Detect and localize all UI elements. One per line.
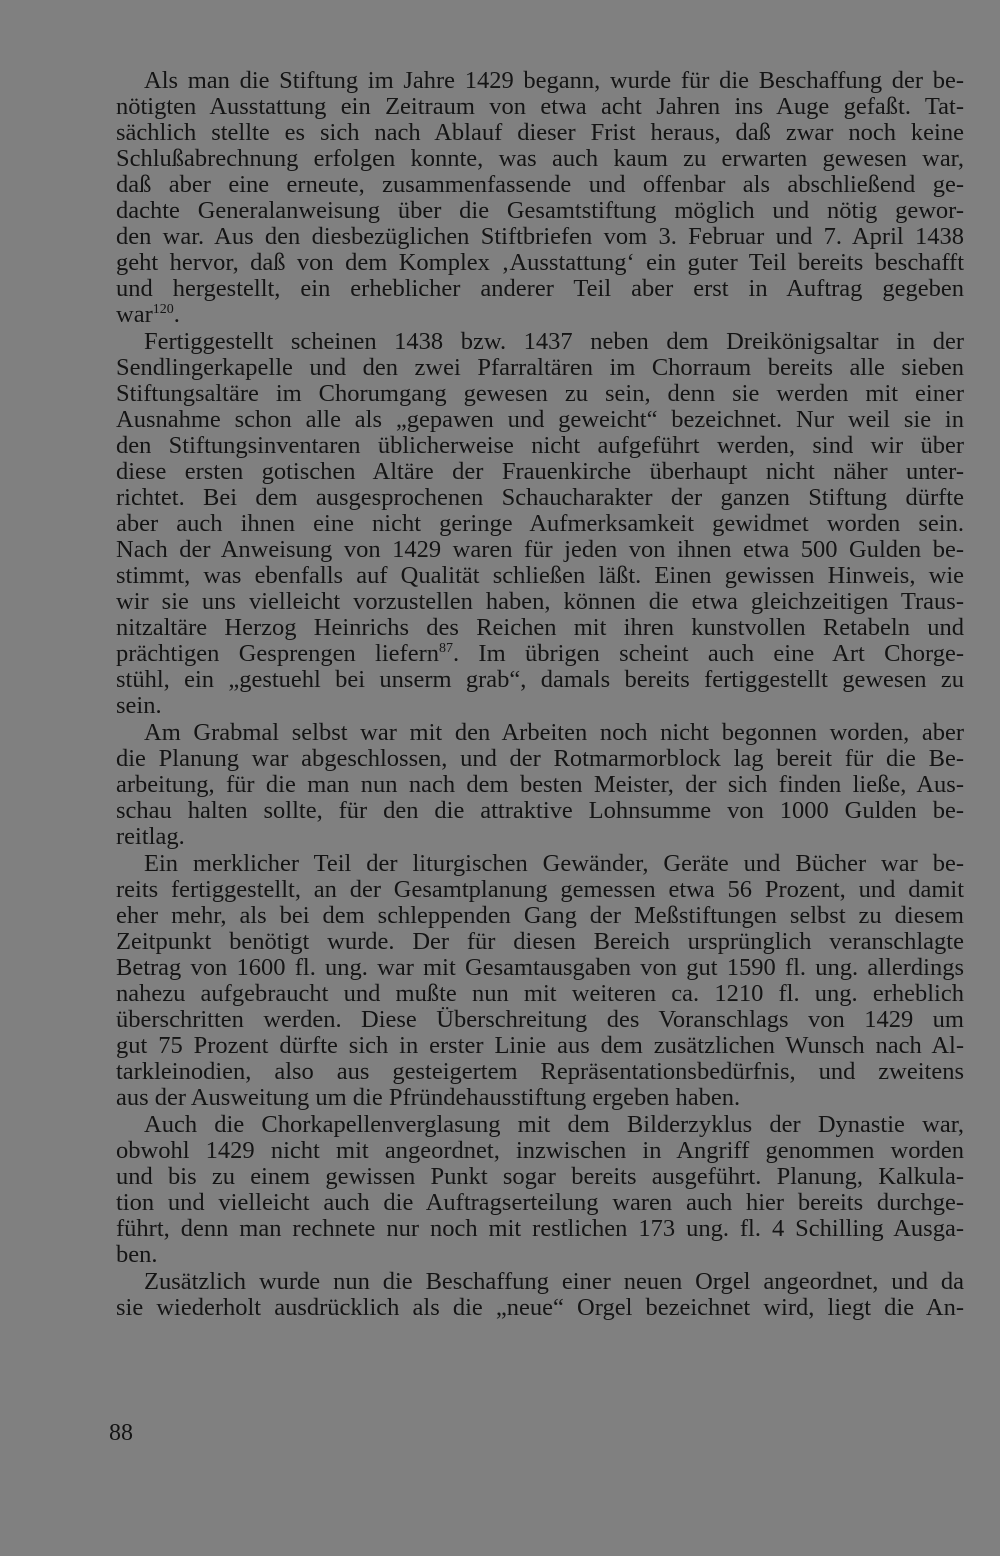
text-line: nahezu aufgebraucht und mußte nun mit weiteren ca. 1210 fl. ung. erheblich	[116, 980, 964, 1007]
text-line: Auch die Chorkapellenverglasung mit dem Bilderzyklus der Dynastie war,	[144, 1111, 964, 1138]
text-line: wir sie uns vielleicht vorzustellen haben, können die etwa gleichzeitigen Traus-	[116, 588, 964, 615]
text-line: geht hervor, daß von dem Komplex ‚Ausstattung‘ ein guter Teil bereits beschafft	[116, 249, 964, 276]
text-line: den Stiftungsinventaren üblicherweise nicht aufgeführt werden, sind wir über	[116, 432, 964, 459]
text-line: Nach der Anweisung von 1429 waren für jeden von ihnen etwa 500 Gulden be-	[116, 536, 964, 563]
text-line	[116, 302, 964, 328]
text-line: richtet. Bei dem ausgesprochenen Schaucharakter der ganzen Stiftung dürfte	[116, 484, 964, 511]
text-line: Ein merklicher Teil der liturgischen Gewänder, Geräte und Bücher war be-	[144, 850, 964, 877]
text-line: aber auch ihnen eine nicht geringe Aufmerksamkeit gewidmet worden sein.	[116, 510, 964, 537]
text-line: tarkleinodien, also aus gesteigertem Repräsentationsbedürfnis, und zweitens	[116, 1058, 964, 1085]
paragraph	[116, 1269, 964, 1321]
text-line: Als man die Stiftung im Jahre 1429 begann, wurde für die Beschaffung der be-	[144, 67, 964, 94]
paragraph	[116, 720, 964, 850]
text-line: Schlußabrechnung erfolgen konnte, was auch kaum zu erwarten gewesen war,	[116, 145, 964, 172]
paragraph	[116, 68, 964, 328]
text-line: stühl, ein „gestuehl bei unserm grab“, damals bereits fertiggestellt gewesen zu	[116, 666, 964, 693]
text-line: daß aber eine erneute, zusammenfassende und offenbar als abschließend ge-	[116, 171, 964, 198]
text-line: Stiftungsaltäre im Chorumgang gewesen zu sein, denn sie werden mit einer	[116, 380, 964, 407]
text-line: Ausnahme schon alle als „gepawen und geweicht“ bezeichnet. Nur weil sie in	[116, 406, 964, 433]
text-line: diese ersten gotischen Altäre der Frauenkirche überhaupt nicht näher unter-	[116, 458, 964, 485]
text-line: nitzaltäre Herzog Heinrichs des Reichen mit ihren kunstvollen Retabeln und	[116, 614, 964, 641]
text-line: nötigten Ausstattung ein Zeitraum von etwa acht Jahren ins Auge gefaßt. Tat-	[116, 93, 964, 120]
text-fragment: .	[173, 301, 180, 328]
text-line: Am Grabmal selbst war mit den Arbeiten noch nicht begonnen worden, aber	[144, 719, 964, 746]
page-number: 88	[109, 1420, 133, 1446]
text-line: gut 75 Prozent dürfte sich in erster Linie aus dem zusätzlichen Wunsch nach Al-	[116, 1032, 964, 1059]
text-line: stimmt, was ebenfalls auf Qualität schließen läßt. Einen gewissen Hinweis, wie	[116, 562, 964, 589]
text-line: und hergestellt, ein erheblicher anderer Teil aber erst in Auftrag gegeben	[116, 275, 964, 302]
paragraph	[116, 851, 964, 1111]
text-line: sein.	[116, 692, 162, 719]
text-line: ben.	[116, 1241, 158, 1268]
text-line: eher mehr, als bei dem schleppenden Gang der Meßstiftungen selbst zu diesem	[116, 902, 964, 929]
text-line: reitlag.	[116, 823, 185, 850]
text-line: Zeitpunkt benötigt wurde. Der für diesen Bereich ursprünglich veranschlagte	[116, 928, 964, 955]
text-line: Fertiggestellt scheinen 1438 bzw. 1437 neben dem Dreikönigsaltar in der	[144, 328, 964, 355]
paragraph	[116, 329, 964, 719]
text-line: überschritten werden. Diese Überschreitung des Voranschlags von 1429 um	[116, 1006, 964, 1033]
text-line: tion und vielleicht auch die Auftragserteilung waren auch hier bereits durchge-	[116, 1189, 964, 1216]
text-line	[116, 641, 964, 667]
text-line: aus der Ausweitung um die Pfründehausstiftung ergeben haben.	[116, 1084, 741, 1111]
text-line: schau halten sollte, für den die attraktive Lohnsumme von 1000 Gulden be-	[116, 797, 964, 824]
text-line: Betrag von 1600 fl. ung. war mit Gesamtausgaben von gut 1590 fl. ung. allerdings	[116, 954, 964, 981]
text-line: und bis zu einem gewissen Punkt sogar bereits ausgeführt. Planung, Kalkula-	[116, 1163, 964, 1190]
paragraph	[116, 1112, 964, 1268]
footnote-marker: 87	[438, 641, 453, 656]
page-body	[116, 68, 964, 1322]
footnote-marker: 120	[152, 302, 174, 317]
text-line: reits fertiggestellt, an der Gesamtplanung gemessen etwa 56 Prozent, und damit	[116, 876, 964, 903]
text-line: den war. Aus den diesbezüglichen Stiftbriefen vom 3. Februar und 7. April 1438	[116, 223, 964, 250]
text-fragment: war	[116, 301, 153, 328]
text-line: die Planung war abgeschlossen, und der Rotmarmorblock lag bereit für die Be-	[116, 745, 964, 772]
text-fragment: . Im übrigen scheint auch eine Art Chorge-	[452, 640, 964, 667]
text-fragment: prächtigen Gesprengen liefern	[116, 640, 439, 667]
text-line: sie wiederholt ausdrücklich als die „neue“ Orgel bezeichnet wird, liegt die An-	[116, 1294, 964, 1321]
text-line: sächlich stellte es sich nach Ablauf dieser Frist heraus, daß zwar noch keine	[116, 119, 964, 146]
text-line: dachte Generalanweisung über die Gesamtstiftung möglich und nötig gewor-	[116, 197, 964, 224]
text-line: arbeitung, für die man nun nach dem besten Meister, der sich finden ließe, Aus-	[116, 771, 964, 798]
text-line: Zusätzlich wurde nun die Beschaffung einer neuen Orgel angeordnet, und da	[144, 1268, 964, 1295]
text-line: Sendlingerkapelle und den zwei Pfarraltären im Chorraum bereits alle sieben	[116, 354, 964, 381]
text-line: obwohl 1429 nicht mit angeordnet, inzwischen in Angriff genommen worden	[116, 1137, 964, 1164]
text-line: führt, denn man rechnete nur noch mit restlichen 173 ung. fl. 4 Schilling Ausga-	[116, 1215, 964, 1242]
